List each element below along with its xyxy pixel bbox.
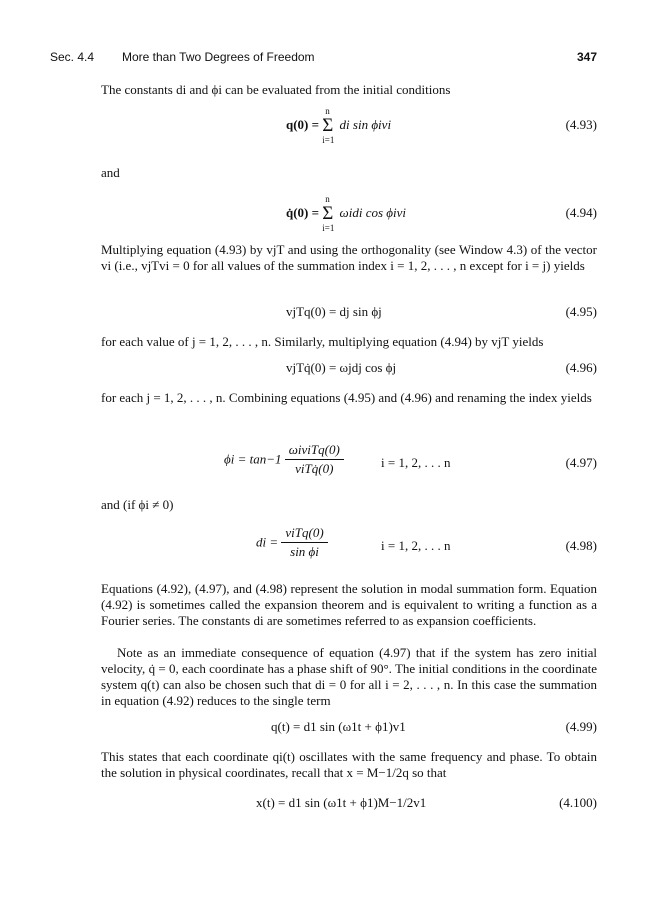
eq94-rhs: ωidi cos ϕivi (339, 205, 407, 220)
eq97-fraction: $\frac{\text{ωiviTq(0)}}{\text{viTq̇(0)}}$ (285, 442, 344, 477)
eq94-lhs: q̇(0) = (286, 205, 320, 220)
page-number: 347 (576, 50, 597, 64)
paragraph-zero-velocity: Note as an immediate consequence of equation (4.97) that if the system has zero initial velocity, q̇ = 0, each coordinate has a phase shift of 90°. The initial conditions in the coordinate system q(t) can also be chosen such that di = 0 for all i = 2, . . . , n. In this case the summation in equation (4.92) reduces to the single term (101, 645, 597, 708)
eq93-rhs: di sin ϕivi (339, 117, 392, 132)
summation-symbol: n Σ i=1 (322, 106, 335, 146)
eq98-range: i = 1, 2, . . . n (381, 538, 451, 553)
equation-4-97 (101, 442, 597, 486)
eq98-fraction: $\frac{\text{viTq(0)}}{\text{sin ϕi}}$ (281, 525, 327, 560)
eq97-lhs: ϕi = tan−1 (224, 451, 282, 467)
equation-number: (4.94) (565, 205, 597, 220)
equation-4-98 (101, 525, 597, 569)
paragraph-each-value: for each value of j = 1, 2, . . . , n. Similarly, multiplying equation (4.94) by vjT yields (101, 334, 544, 349)
equation-number: (4.100) (559, 795, 597, 810)
paragraph-combining: for each j = 1, 2, . . . , n. Combining equations (4.95) and (4.96) and renaming the index yields (101, 390, 592, 405)
equation-4-93 (101, 106, 597, 157)
section-label: Sec. 4.4 (50, 50, 95, 64)
equation-number: (4.96) (565, 360, 597, 375)
equation-number: (4.98) (565, 538, 597, 553)
equation-4-100 (101, 795, 597, 835)
paragraph-orthogonality: Multiplying equation (4.93) by vjT and using the orthogonality (see Window 4.3) of the vector vi (i.e., vjTvi = 0 for all values of the summation index i = 1, 2, . . . , n except for i = j) yields (101, 242, 597, 273)
equation-number: (4.95) (565, 304, 597, 319)
paragraph-if-phi-nonzero: and (if ϕi ≠ 0) (101, 497, 174, 512)
paragraph-oscillates: This states that each coordinate qi(t) oscillates with the same frequency and phase. To obtain the solution in physical coordinates, recall that x = M−1/2q so that (101, 749, 597, 780)
summation-symbol: n Σ i=1 (322, 194, 335, 234)
equation-4-94 (101, 194, 597, 245)
paragraph-initial-conditions: The constants di and ϕi can be evaluated from the initial conditions (101, 82, 451, 97)
equation-number: (4.99) (565, 719, 597, 734)
running-header (50, 50, 597, 68)
paragraph-and: and (101, 165, 120, 180)
eq96-body: vjTq̇(0) = ωjdj cos ϕj (286, 360, 397, 375)
eq93-lhs: q(0) = (286, 117, 320, 132)
eq100-body: x(t) = d1 sin (ω1t + ϕ1)M−1/2v1 (256, 795, 427, 810)
eq99-body: q(t) = d1 sin (ω1t + ϕ1)v1 (271, 719, 406, 734)
eq95-body: vjTq(0) = dj sin ϕj (286, 304, 382, 319)
paragraph-expansion-theorem: Equations (4.92), (4.97), and (4.98) represent the solution in modal summation form. Equation (4.92) is sometimes called the expansion theorem and is equivalent to writing a function as a Fourier series. The constants di are sometimes referred to as expansion coefficients. (101, 581, 597, 628)
equation-number: (4.93) (565, 117, 597, 132)
eq98-lhs: di = (256, 534, 279, 550)
eq97-range: i = 1, 2, . . . n (381, 455, 451, 470)
section-title: More than Two Degrees of Freedom (122, 50, 315, 64)
equation-number: (4.97) (565, 455, 597, 470)
